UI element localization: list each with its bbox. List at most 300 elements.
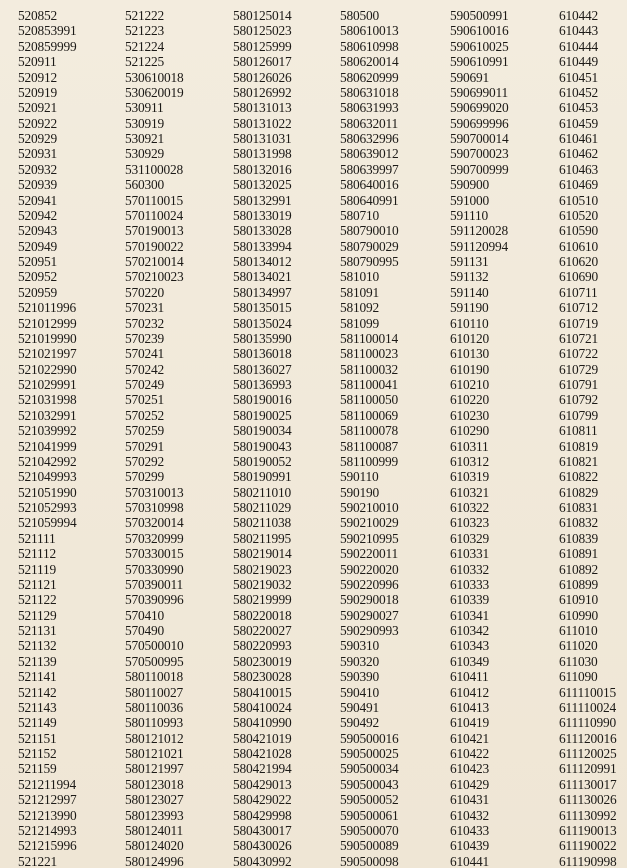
code-cell: 590699996 [450, 115, 509, 130]
code-cell: 610719 [559, 315, 598, 330]
code-cell: 520941 [18, 192, 57, 207]
code-cell: 580640991 [340, 192, 399, 207]
code-cell: 570210014 [125, 254, 184, 269]
code-cell: 580429998 [233, 807, 292, 822]
code-cell: 610811 [559, 423, 598, 438]
code-cell: 521021997 [18, 346, 77, 361]
code-cell: 521143 [18, 699, 57, 715]
code-cell: 610712 [559, 300, 598, 315]
code-column-2 [125, 7, 233, 868]
code-cell: 610442 [559, 8, 598, 23]
code-cell: 590500034 [340, 761, 399, 776]
code-cell: 610792 [559, 392, 598, 407]
code-cell: 610791 [559, 377, 598, 392]
code-cell: 610411 [450, 669, 489, 684]
code-cell: 590699011 [450, 84, 508, 100]
code-cell: 521012999 [18, 315, 77, 330]
code-cell: 581091 [340, 284, 379, 300]
code-cell: 580410015 [233, 684, 292, 699]
code-cell: 611190022 [559, 838, 617, 853]
code-cell: 590500089 [340, 838, 399, 853]
code-cell: 610722 [559, 346, 598, 361]
code-cell: 610290 [450, 423, 489, 438]
code-cell: 590500098 [340, 853, 399, 868]
code-cell: 521211994 [18, 776, 76, 792]
code-cell: 610339 [450, 592, 489, 607]
code-cell: 521224 [125, 38, 164, 54]
code-cell: 570292 [125, 453, 164, 469]
code-cell: 580136993 [233, 377, 292, 392]
code-cell: 580220018 [233, 607, 292, 622]
code-cell: 580632011 [340, 115, 398, 130]
code-cell: 611020 [559, 638, 598, 653]
code-cell: 580230019 [233, 653, 292, 669]
code-cell: 580620014 [340, 54, 399, 69]
code-cell: 570390011 [125, 576, 183, 592]
code-cell: 580190991 [233, 469, 292, 484]
code-cell: 580126026 [233, 69, 292, 84]
code-cell: 570110024 [125, 207, 183, 223]
code-cell: 560300 [125, 177, 164, 192]
code-cell: 580429013 [233, 776, 292, 792]
code-cell: 580110018 [125, 669, 183, 684]
code-cell: 580132016 [233, 161, 292, 177]
code-cell: 521041999 [18, 438, 77, 453]
code-cell: 580632996 [340, 131, 399, 146]
code-cell: 580219014 [233, 546, 292, 561]
code-cell: 570110015 [125, 192, 183, 207]
code-cell: 580134021 [233, 269, 292, 284]
code-cell: 580211010 [233, 484, 291, 499]
code-cell: 570330015 [125, 546, 184, 561]
code-cell: 590410 [340, 684, 379, 699]
code-cell: 611110024 [559, 699, 616, 715]
code-cell: 580126992 [233, 84, 292, 100]
code-cell: 610439 [450, 838, 489, 853]
code-cell: 610610 [559, 238, 598, 253]
code-cell: 610120 [450, 330, 489, 346]
code-cell: 580125023 [233, 23, 292, 38]
code-cell: 610899 [559, 576, 598, 592]
code-cell: 580610013 [340, 23, 399, 38]
code-cell: 581100999 [340, 453, 398, 469]
code-cell: 521151 [18, 730, 57, 745]
code-cell: 580121012 [125, 730, 184, 745]
code-cell: 570239 [125, 330, 164, 346]
code-cell: 580131013 [233, 100, 292, 115]
code-cell: 520919 [18, 84, 57, 100]
code-cell: 580123027 [125, 792, 184, 807]
code-cell: 610459 [559, 115, 598, 130]
code-cell: 580631993 [340, 100, 399, 115]
code-cell: 580136027 [233, 361, 292, 376]
code-cell: 611010 [559, 623, 598, 638]
code-cell: 591120994 [450, 238, 508, 253]
code-cell: 580121997 [125, 761, 184, 776]
code-cell: 610520 [559, 207, 598, 223]
code-cell: 590500991 [450, 8, 509, 23]
code-cell: 590610016 [450, 23, 509, 38]
code-cell: 610839 [559, 530, 598, 546]
code-cell: 520959 [18, 284, 57, 300]
code-cell: 580639997 [340, 161, 399, 177]
code-cell: 530929 [125, 146, 164, 161]
code-cell: 610332 [450, 561, 489, 576]
code-cell: 590320 [340, 653, 379, 669]
code-cell: 611190013 [559, 822, 617, 838]
code-cell: 591120028 [450, 223, 508, 238]
code-cell: 610341 [450, 607, 489, 622]
code-cell: 570252 [125, 407, 164, 423]
code-cell: 580135015 [233, 300, 292, 315]
code-cell: 580211995 [233, 530, 291, 546]
code-cell: 580430992 [233, 853, 292, 868]
code-cell: 580134997 [233, 284, 292, 300]
code-cell: 520951 [18, 254, 57, 269]
code-cell: 590700014 [450, 131, 509, 146]
code-cell: 530620019 [125, 84, 184, 100]
code-column-6 [559, 7, 619, 868]
code-cell: 610831 [559, 500, 598, 515]
code-cell: 581100023 [340, 346, 398, 361]
code-cell: 610419 [450, 715, 489, 730]
code-cell: 521129 [18, 607, 57, 622]
code-cell: 611120025 [559, 746, 617, 761]
code-cell: 521212997 [18, 792, 77, 807]
code-cell: 610342 [450, 623, 489, 638]
code-cell: 520929 [18, 131, 57, 146]
code-cell: 590900 [450, 177, 489, 192]
code-cell: 591131 [450, 254, 489, 269]
code-cell: 580132991 [233, 192, 292, 207]
code-cell: 570220 [125, 284, 164, 300]
code-cell: 610452 [559, 84, 598, 100]
code-cell: 520952 [18, 269, 57, 284]
code-cell: 521159 [18, 761, 57, 776]
code-cell: 610729 [559, 361, 598, 376]
code-cell: 521132 [18, 638, 57, 653]
code-cell: 521119 [18, 561, 56, 576]
code-cell: 520949 [18, 238, 57, 253]
code-cell: 610443 [559, 23, 598, 38]
code-cell: 590210029 [340, 515, 399, 530]
code-cell: 610331 [450, 546, 489, 561]
code-cell: 570299 [125, 469, 164, 484]
code-cell: 521131 [18, 623, 57, 638]
code-cell: 520939 [18, 177, 57, 192]
code-cell: 570190013 [125, 223, 184, 238]
code-cell: 610421 [450, 730, 489, 745]
code-cell: 590500061 [340, 807, 399, 822]
code-cell: 610311 [450, 438, 489, 453]
code-cell: 580610998 [340, 38, 399, 54]
code-cell: 590700023 [450, 146, 509, 161]
code-cell: 521032991 [18, 407, 77, 423]
code-cell: 591190 [450, 300, 489, 315]
code-cell: 580131022 [233, 115, 292, 130]
code-cell: 580125999 [233, 38, 292, 54]
code-cell: 610323 [450, 515, 489, 530]
code-cell: 580410024 [233, 699, 292, 715]
code-column-3 [233, 7, 340, 868]
code-cell: 570490 [125, 623, 164, 638]
code-cell: 580123993 [125, 807, 184, 822]
code-cell: 521225 [125, 54, 164, 69]
code-cell: 610711 [559, 284, 598, 300]
code-cell: 580124011 [125, 822, 183, 838]
code-cell: 580190016 [233, 392, 292, 407]
code-cell: 570190022 [125, 238, 184, 253]
code-cell: 580639012 [340, 146, 399, 161]
code-cell: 521149 [18, 715, 57, 730]
code-cell: 580134012 [233, 254, 292, 269]
code-cell: 580132025 [233, 177, 292, 192]
code-cell: 610422 [450, 746, 489, 761]
code-cell: 590310 [340, 638, 379, 653]
code-cell: 580211038 [233, 515, 291, 530]
code-cell: 521139 [18, 653, 57, 669]
code-cell: 610444 [559, 38, 598, 54]
code-cell: 570242 [125, 361, 164, 376]
code-cell: 580110027 [125, 684, 183, 699]
code-cell: 610190 [450, 361, 489, 376]
code-cell: 580410990 [233, 715, 292, 730]
code-cell: 611090 [559, 669, 598, 684]
code-cell: 610892 [559, 561, 598, 576]
code-cell: 521049993 [18, 469, 77, 484]
code-cell: 570320014 [125, 515, 184, 530]
code-cell: 610433 [450, 822, 489, 838]
code-cell: 590290027 [340, 607, 399, 622]
code-cell: 580640016 [340, 177, 399, 192]
code-cell: 580220027 [233, 623, 292, 638]
code-cell: 610461 [559, 131, 598, 146]
code-cell: 610130 [450, 346, 489, 361]
code-cell: 580133994 [233, 238, 292, 253]
code-cell: 580219999 [233, 592, 292, 607]
code-cell: 570310013 [125, 484, 184, 499]
code-cell: 610690 [559, 269, 598, 284]
code-cell: 521029991 [18, 377, 77, 392]
code-cell: 590210010 [340, 500, 399, 515]
code-cell: 581100087 [340, 438, 398, 453]
code-column-5 [450, 7, 559, 868]
code-cell: 610990 [559, 607, 598, 622]
code-cell: 610413 [450, 699, 489, 715]
code-cell: 521051990 [18, 484, 77, 499]
code-cell: 520859999 [18, 38, 77, 54]
code-cell: 611120016 [559, 730, 617, 745]
code-cell: 590220996 [340, 576, 399, 592]
code-cell: 611110015 [559, 684, 616, 699]
code-cell: 580190043 [233, 438, 292, 453]
code-cell: 580790029 [340, 238, 399, 253]
code-cell: 581010 [340, 269, 379, 284]
code-cell: 590700999 [450, 161, 509, 177]
code-cell: 610431 [450, 792, 489, 807]
code-cell: 580219032 [233, 576, 292, 592]
code-cell: 580131031 [233, 131, 292, 146]
code-cell: 610462 [559, 146, 598, 161]
code-cell: 520921 [18, 100, 57, 115]
code-cell: 610910 [559, 592, 598, 607]
code-cell: 610620 [559, 254, 598, 269]
code-cell: 610590 [559, 223, 598, 238]
code-cell: 591110 [450, 207, 488, 223]
code-cell: 580430026 [233, 838, 292, 853]
code-cell: 580220993 [233, 638, 292, 653]
code-cell: 590691 [450, 69, 489, 84]
code-cell: 580136018 [233, 346, 292, 361]
code-cell: 611110990 [559, 715, 616, 730]
code-cell: 610349 [450, 653, 489, 669]
code-cell: 520943 [18, 223, 57, 238]
code-cell: 611130017 [559, 776, 617, 792]
code-cell: 611130026 [559, 792, 617, 807]
code-cell: 520931 [18, 146, 57, 161]
code-cell: 580710 [340, 207, 379, 223]
code-cell: 570330990 [125, 561, 184, 576]
code-cell: 590390 [340, 669, 379, 684]
code-cell: 590500070 [340, 822, 399, 838]
code-column-1 [18, 7, 125, 868]
code-cell: 521142 [18, 684, 57, 699]
code-cell: 581100014 [340, 330, 398, 346]
code-cell: 590220011 [340, 546, 398, 561]
code-cell: 580135990 [233, 330, 292, 346]
code-cell: 580126017 [233, 54, 292, 69]
code-cell: 610721 [559, 330, 598, 346]
code-cell: 580211029 [233, 500, 291, 515]
code-cell: 530921 [125, 131, 164, 146]
code-cell: 580429022 [233, 792, 292, 807]
code-cell: 581100041 [340, 377, 398, 392]
code-cell: 521223 [125, 23, 164, 38]
code-cell: 590491 [340, 699, 379, 715]
code-cell: 580123018 [125, 776, 184, 792]
code-cell: 590699020 [450, 100, 509, 115]
code-cell: 610463 [559, 161, 598, 177]
code-cell: 570500010 [125, 638, 184, 653]
code-cell: 610799 [559, 407, 598, 423]
code-cell: 521215996 [18, 838, 77, 853]
code-cell: 590290993 [340, 623, 399, 638]
code-cell: 590500052 [340, 792, 399, 807]
code-cell: 521052993 [18, 500, 77, 515]
code-cell: 580124020 [125, 838, 184, 853]
code-cell: 610429 [450, 776, 489, 792]
code-cell: 591132 [450, 269, 489, 284]
code-cell: 580125014 [233, 8, 292, 23]
code-cell: 610441 [450, 853, 489, 868]
code-cell: 580133028 [233, 223, 292, 238]
code-cell: 580131998 [233, 146, 292, 161]
code-cell: 521111 [18, 530, 56, 546]
code-cell: 580430017 [233, 822, 292, 838]
code-cell: 521214993 [18, 822, 77, 838]
code-cell: 581100032 [340, 361, 398, 376]
code-cell: 581100078 [340, 423, 398, 438]
code-cell: 570210023 [125, 269, 184, 284]
code-cell: 610333 [450, 576, 489, 592]
code-cell: 611120991 [559, 761, 617, 776]
code-cell: 580133019 [233, 207, 292, 223]
code-cell: 580190025 [233, 407, 292, 423]
code-cell: 590492 [340, 715, 379, 730]
code-cell: 610821 [559, 453, 598, 469]
code-cell: 610829 [559, 484, 598, 499]
code-cell: 610220 [450, 392, 489, 407]
code-cell: 570249 [125, 377, 164, 392]
code-cell: 610832 [559, 515, 598, 530]
code-cell: 581092 [340, 300, 379, 315]
code-cell: 521152 [18, 746, 57, 761]
code-cell: 521059994 [18, 515, 77, 530]
code-cell: 610319 [450, 469, 489, 484]
code-cell: 591140 [450, 284, 489, 300]
code-cell: 521222 [125, 8, 164, 23]
code-cell: 570310998 [125, 500, 184, 515]
code-cell: 521112 [18, 546, 56, 561]
code-cell: 580620999 [340, 69, 399, 84]
code-cell: 590220020 [340, 561, 399, 576]
code-cell: 521011996 [18, 300, 76, 315]
code-cell: 570231 [125, 300, 164, 315]
code-cell: 580421994 [233, 761, 292, 776]
code-cell: 580110036 [125, 699, 183, 715]
code-cell: 580190034 [233, 423, 292, 438]
code-cell: 520911 [18, 54, 57, 69]
code-cell: 521019990 [18, 330, 77, 346]
code-cell: 610321 [450, 484, 489, 499]
code-cell: 610451 [559, 69, 598, 84]
code-cell: 590610991 [450, 54, 509, 69]
code-cell: 610423 [450, 761, 489, 776]
code-cell: 530911 [125, 100, 164, 115]
code-cell: 580135024 [233, 315, 292, 330]
code-cell: 610210 [450, 377, 489, 392]
code-cell: 521121 [18, 576, 57, 592]
code-cell: 521221 [18, 853, 57, 868]
code-cell: 581100050 [340, 392, 398, 407]
code-cell: 591000 [450, 192, 489, 207]
code-cell: 610891 [559, 546, 598, 561]
code-cell: 520922 [18, 115, 57, 130]
code-cell: 610329 [450, 530, 489, 546]
code-cell: 580500 [340, 8, 379, 23]
code-cell: 580790995 [340, 254, 399, 269]
code-cell: 580190052 [233, 453, 292, 469]
code-cell: 570500995 [125, 653, 184, 669]
code-cell: 520853991 [18, 23, 77, 38]
code-cell: 590500016 [340, 730, 399, 745]
code-cell: 580110993 [125, 715, 183, 730]
code-cell: 580219023 [233, 561, 292, 576]
code-cell: 570320999 [125, 530, 184, 546]
code-cell: 521141 [18, 669, 57, 684]
code-cell: 521031998 [18, 392, 77, 407]
code-cell: 610510 [559, 192, 598, 207]
code-cell: 521042992 [18, 453, 77, 469]
code-cell: 521039992 [18, 423, 77, 438]
code-cell: 570291 [125, 438, 164, 453]
code-cell: 570259 [125, 423, 164, 438]
code-cell: 611030 [559, 653, 598, 669]
code-column-4 [340, 7, 450, 868]
code-cell: 521122 [18, 592, 57, 607]
code-cell: 580631018 [340, 84, 399, 100]
code-cell: 611130992 [559, 807, 617, 822]
